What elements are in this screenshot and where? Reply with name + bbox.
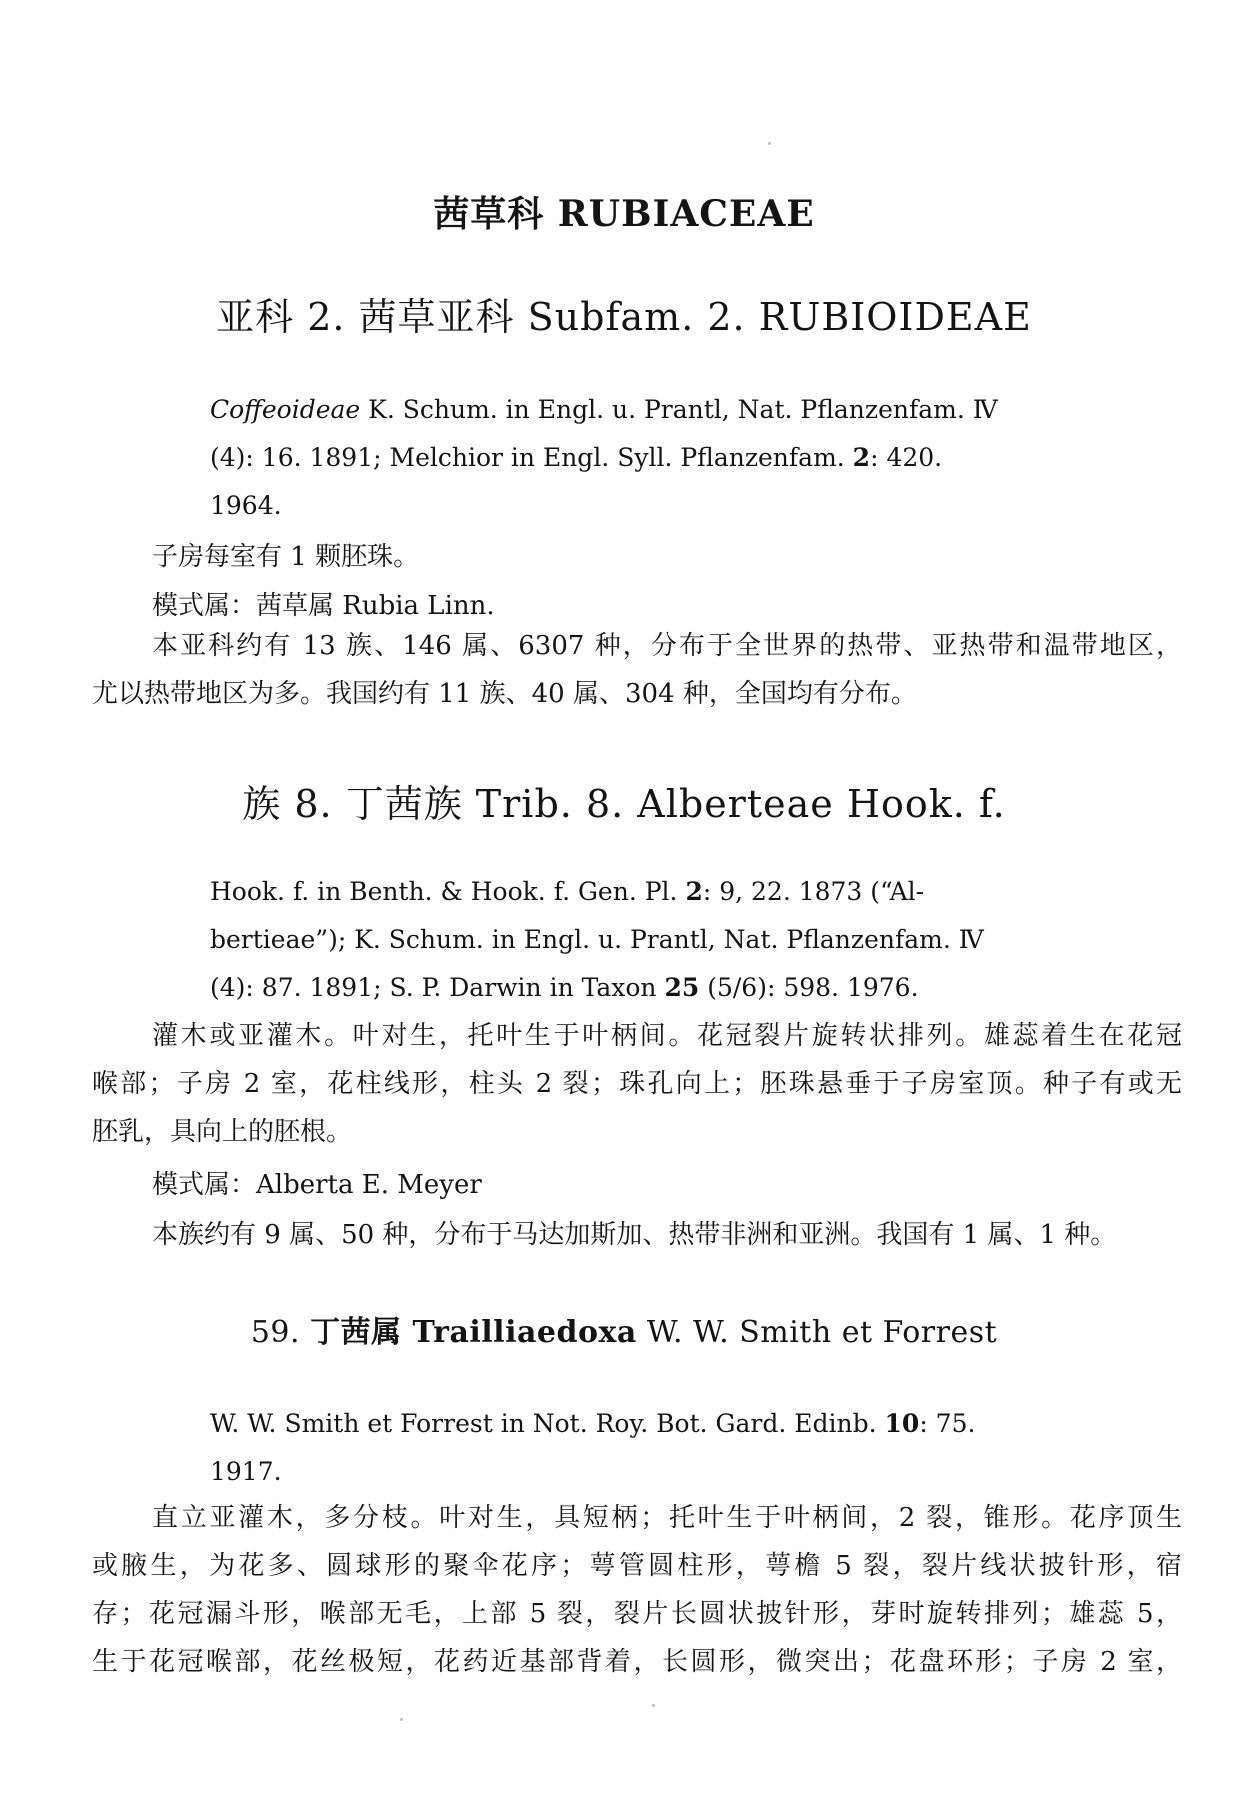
- citation-line: [210, 386, 1090, 434]
- subfamily-type-genus: 模式属：茜草属 Rubia Linn.: [152, 591, 495, 621]
- genus-author: W. W. Smith et Forrest: [636, 1315, 998, 1350]
- tribe-citation: [210, 868, 1090, 1012]
- genus-heading: [0, 1307, 1248, 1351]
- citation-line: [210, 868, 1090, 916]
- citation-text: (4): 87. 1891; S. P. Darwin in Taxon: [210, 973, 665, 1002]
- tribe-description: [92, 1012, 1182, 1156]
- volume-number: 25: [664, 973, 700, 1002]
- citation-line: 1964.: [210, 491, 282, 520]
- subfamily-distribution: [92, 622, 1182, 718]
- paragraph-line: 存；花冠漏斗形，喉部无毛，上部 5 裂，裂片长圆状披针形，芽时旋转排列；雄蕊 5，: [92, 1599, 1182, 1629]
- scan-speck: [400, 1718, 403, 1721]
- paragraph-line: 直立亚灌木，多分枝。叶对生，具短柄；托叶生于叶柄间，2 裂，锥形。花序顶生: [152, 1503, 1182, 1533]
- paragraph-line: 生于花冠喉部，花丝极短，花药近基部背着，长圆形，微突出；花盘环形；子房 2 室，: [92, 1647, 1182, 1677]
- genus-latin-name: Trailliaedoxa: [401, 1315, 637, 1350]
- tribe-heading: 族 8. 丁茜族 Trib. 8. Alberteae Hook. f.: [242, 782, 1006, 826]
- citation-line: bertieae”); K. Schum. in Engl. u. Prantl, Nat. Pflanzenfam. Ⅳ: [210, 925, 984, 954]
- taxon-synonym: Coffeoideae: [210, 395, 361, 424]
- subfamily-characteristic: 子房每室有 1 颗胚珠。: [152, 542, 420, 572]
- citation-text: : 420.: [870, 443, 943, 472]
- citation-line: [210, 434, 1090, 482]
- volume-number: 10: [884, 1409, 920, 1438]
- citation-line: [210, 1400, 1090, 1448]
- tribe-type-genus: 模式属：Alberta E. Meyer: [152, 1170, 482, 1200]
- citation-line: [210, 964, 1090, 1012]
- family-heading: 茜草科 RUBIACEAE: [433, 193, 815, 235]
- paragraph-line: 胚乳，具向上的胚根。: [92, 1117, 353, 1147]
- genus-description: [92, 1494, 1182, 1686]
- subfamily-citation: [210, 386, 1090, 530]
- volume-number: 2: [685, 877, 703, 906]
- genus-number: 59.: [250, 1315, 311, 1350]
- citation-text: Hook. f. in Benth. & Hook. f. Gen. Pl.: [210, 877, 686, 906]
- citation-line: 1917.: [210, 1457, 282, 1486]
- paragraph-line: 尤以热带地区为多。我国约有 11 族、40 属、304 种，全国均有分布。: [92, 679, 917, 709]
- paragraph-line: 本亚科约有 13 族、146 属、6307 种，分布于全世界的热带、亚热带和温带地区，: [152, 631, 1182, 661]
- genus-cn-name: 丁茜属: [310, 1315, 402, 1350]
- citation-text: W. W. Smith et Forrest in Not. Roy. Bot. Gard. Edinb.: [210, 1409, 885, 1438]
- citation-text: : 75.: [919, 1409, 976, 1438]
- paragraph-line: 或腋生，为花多、圆球形的聚伞花序；萼管圆柱形，萼檐 5 裂，裂片线状披针形，宿: [92, 1551, 1182, 1581]
- citation-text: K. Schum. in Engl. u. Prantl, Nat. Pflanzenfam. Ⅳ: [360, 395, 998, 424]
- subfamily-heading: 亚科 2. 茜草亚科 Subfam. 2. RUBIOIDEAE: [216, 295, 1032, 339]
- citation-text: (4): 16. 1891; Melchior in Engl. Syll. Pflanzenfam.: [210, 443, 853, 472]
- scan-speck: [768, 142, 771, 145]
- paragraph-line: 喉部；子房 2 室，花柱线形，柱头 2 裂；珠孔向上；胚珠悬垂于子房室顶。种子有或无: [92, 1069, 1182, 1099]
- citation-text: (5/6): 598. 1976.: [699, 973, 919, 1002]
- tribe-distribution: 本族约有 9 属、50 种，分布于马达加斯加、热带非洲和亚洲。我国有 1 属、1 种。: [152, 1220, 1117, 1250]
- genus-citation: [210, 1400, 1090, 1496]
- paragraph-line: 灌木或亚灌木。叶对生，托叶生于叶柄间。花冠裂片旋转状排列。雄蕊着生在花冠: [152, 1021, 1182, 1051]
- volume-number: 2: [852, 443, 871, 472]
- scan-speck: [652, 1704, 655, 1707]
- citation-text: : 9, 22. 1873 (“Al-: [702, 877, 925, 906]
